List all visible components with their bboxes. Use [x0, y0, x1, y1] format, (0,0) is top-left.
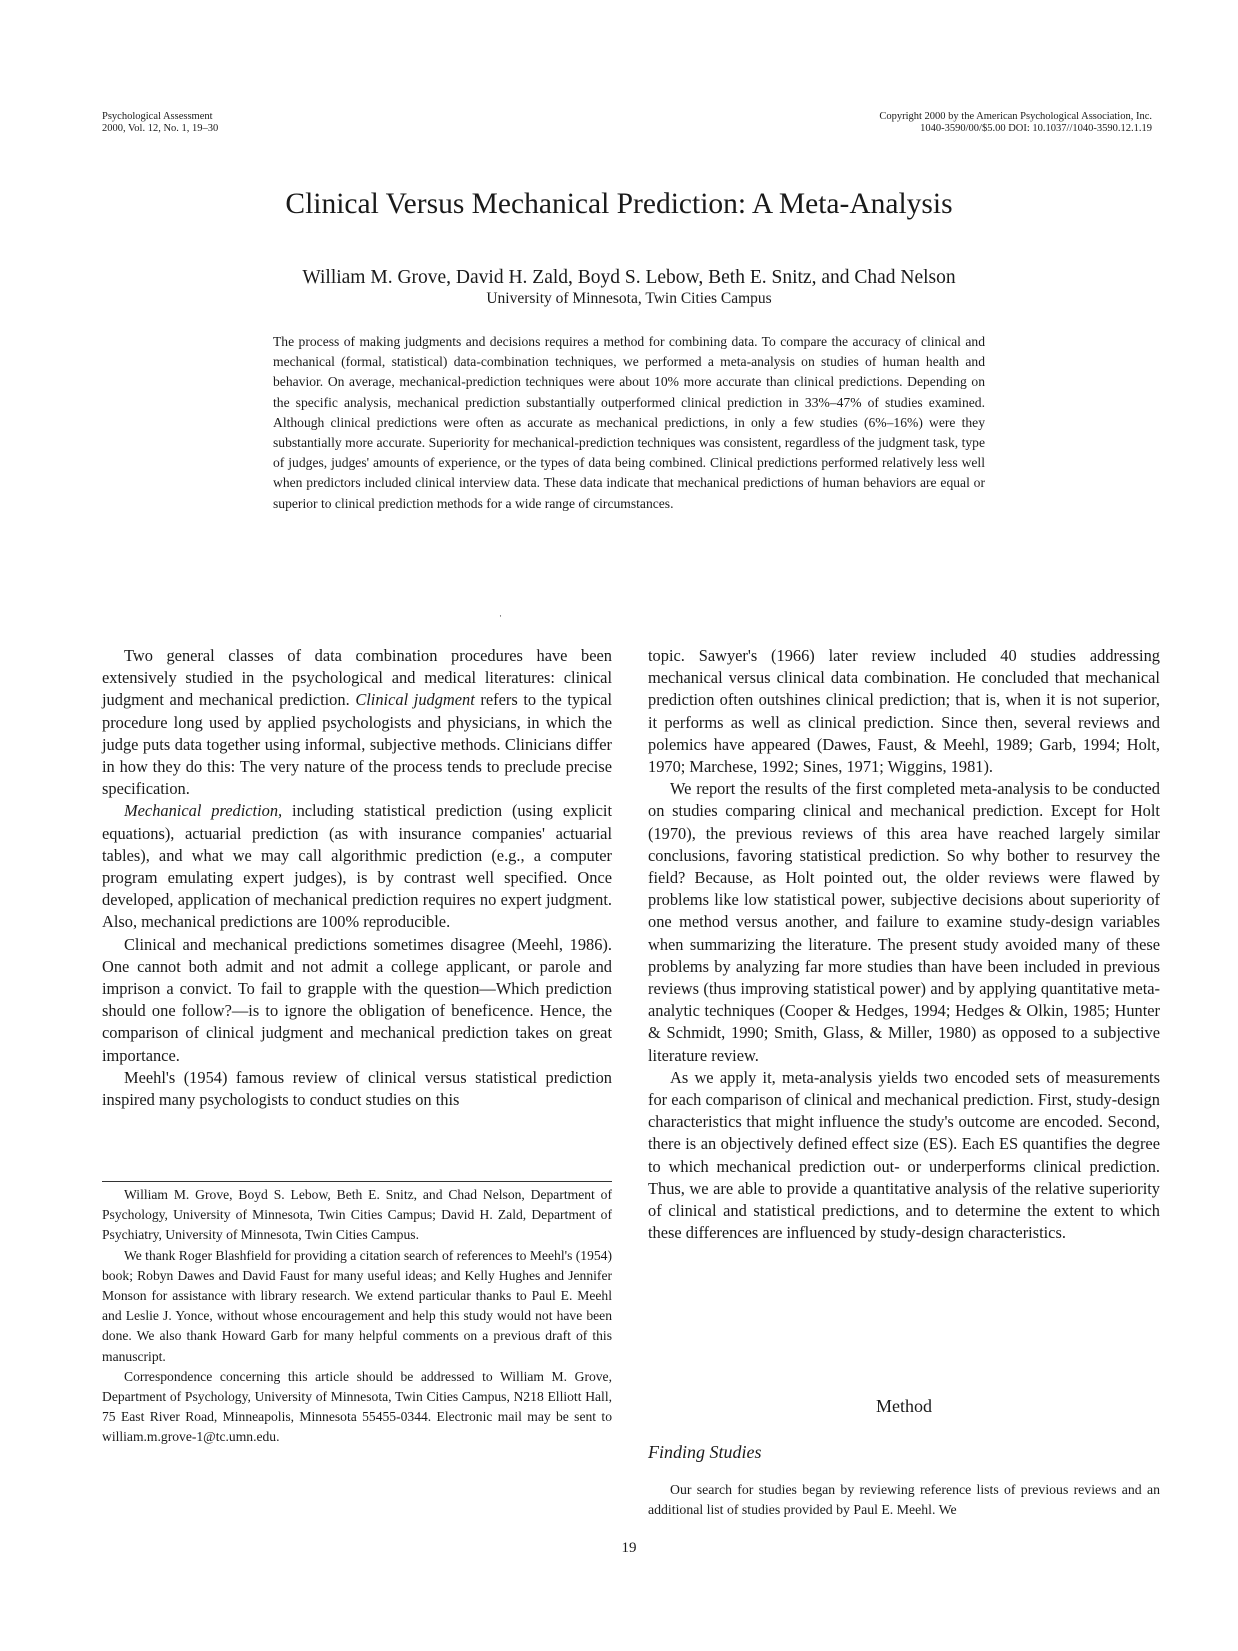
page-number: 19: [621, 1540, 637, 1556]
defined-term: Clinical judgment: [355, 690, 475, 710]
method-paragraph: Our search for studies began by reviewing reference lists of previous reviews and an additional list of studies provided by Paul E. Meehl. We: [648, 1482, 1160, 1518]
footnote-rule: [102, 1181, 612, 1182]
abstract: The process of making judgments and decisions requires a method for combining data. To compare the accuracy of clinical and mechanical (formal, statistical) data-combination techniques, we performed a meta-analysis on studies of human health and behavior. On average, mechanical-prediction techniques were about 10% more accurate than clinical predictions. Depending on the specific analysis, mechanical prediction substantially outperformed clinical prediction in 33%–47% of studies examined. Although clinical predictions were often as accurate as mechanical predictions, in only a few studies (6%–16%) were they substantially more accurate. Superiority for mechanical-prediction techniques was consistent, regardless of the judgment task, type of judges, judges' amounts of experience, or the types of data being combined. Clinical predictions performed relatively less well when predictors included clinical interview data. These data indicate that mechanical predictions of human behaviors are equal or superior to clinical prediction methods for a wide range of circumstances.: [273, 334, 985, 511]
defined-term: Mechanical prediction,: [124, 801, 283, 821]
journal-name: Psychological Assessment: [102, 111, 213, 122]
body-paragraph: topic. Sawyer's (1966) later review included 40 studies addressing mechanical versus clinical data combination. He concluded that mechanical prediction often outshines clinical prediction; that is, when it is not superior, it performs as well as clinical prediction. Since then, several reviews and polemics have appeared (Dawes, Faust, & Meehl, 1989; Garb, 1994; Holt, 1970; Marchese, 1992; Sines, 1971; Wiggins, 1981).: [648, 646, 1160, 777]
copyright-line: Copyright 2000 by the American Psychological Association, Inc.: [879, 111, 1152, 122]
article-title: Clinical Versus Mechanical Prediction: A Meta-Analysis: [285, 188, 953, 220]
section-heading-method: Method: [876, 1396, 932, 1416]
footnote-correspondence: Correspondence concerning this article should be addressed to William M. Grove, Department of Psychology, University of Minnesota, Twin Cities Campus, N218 Elliott Hall, 75 East River Road, Minneapolis, Minnesota 55455-0344. Electronic mail may be sent to william.m.grove-1@tc.umn.edu.: [102, 1368, 612, 1445]
author-footnotes: [102, 1185, 612, 1448]
body-paragraph: We report the results of the first completed meta-analysis to be conducted on studies comparing clinical and mechanical prediction. Except for Holt (1970), the previous reviews of this area have reached largely similar conclusions, favoring statistical prediction. So why bother to resurvey the field? Because, as Holt pointed out, the older reviews were flawed by problems like low statistical power, subjective decisions about superiority of one method versus another, and failure to examine study-design variables when summarizing the literature. The present study avoided many of these problems by analyzing far more studies than have been included in previous reviews (thus improving statistical power) and by applying quantitative meta-analytic techniques (Cooper & Hedges, 1994; Hedges & Olkin, 1985; Hunter & Schmidt, 1990; Smith, Glass, & Miller, 1980) as opposed to a subjective literature review.: [648, 779, 1160, 1065]
body-paragraph: Meehl's (1954) famous review of clinical versus statistical prediction inspired many psychologists to conduct studies on this: [102, 1067, 612, 1110]
journal-volume: 2000, Vol. 12, No. 1, 19–30: [102, 123, 219, 134]
paragraph-text: refers to the typical procedure long used by applied psychologists and physicians, in which the judge puts data together using informal, subjective methods. Clinicians differ in how they do this: The very nature of the process tends to preclude precise specification.: [102, 690, 612, 799]
subsection-heading: Finding Studies: [648, 1442, 762, 1462]
separator-dot: ·: [499, 611, 502, 621]
journal-header: [102, 111, 218, 135]
body-paragraph: As we apply it, meta-analysis yields two encoded sets of measurements for each comparison of clinical and mechanical prediction. First, study-design characteristics that might influence the study's outcome are encoded. Second, there is an objectively defined effect size (ES). Each ES quantifies the degree to which mechanical prediction out- or underperforms clinical prediction. Thus, we are able to provide a quantitative analysis of the relative superiority of clinical and statistical predictions, and to determine the extent to which these differences are influenced by study-design characteristics.: [648, 1067, 1160, 1243]
right-column: [648, 645, 1160, 1244]
paragraph-text: Two general classes of data combination procedures have been extensively studied in the psychological and medical literatures: clinical judgment and mechanical prediction.: [102, 646, 612, 710]
footnote-acknowledgments: We thank Roger Blashfield for providing a citation search of references to Meehl's (1954) book; Robyn Dawes and David Faust for many useful ideas; and Kelly Hughes and Jennifer Monson for assistance with library research. We extend particular thanks to Paul E. Meehl and Leslie J. Yonce, without whose encouragement and help this study would not have been done. We also thank Howard Garb for many helpful comments on a previous draft of this manuscript.: [102, 1247, 612, 1364]
footnote-affiliations: William M. Grove, Boyd S. Lebow, Beth E. Snitz, and Chad Nelson, Department of Psychology, University of Minnesota, Twin Cities Campus; David H. Zald, Department of Psychiatry, University of Minnesota, Twin Cities Campus.: [102, 1187, 612, 1243]
left-column: [102, 645, 612, 1111]
author-list: William M. Grove, David H. Zald, Boyd S. Lebow, Beth E. Snitz, and Chad Nelson: [302, 267, 956, 288]
body-paragraph: [102, 645, 612, 800]
body-paragraph: [102, 800, 612, 933]
paragraph-text: including statistical prediction (using explicit equations), actuarial prediction (as with insurance companies' actuarial tables), and what we may call algorithmic prediction (e.g., a computer program emulating expert judges), is by contrast well specified. Once developed, application of mechanical prediction requires no expert judgment. Also, mechanical predictions are 100% reproducible.: [102, 801, 612, 932]
author-affiliation: University of Minnesota, Twin Cities Campus: [486, 290, 772, 307]
body-paragraph: Clinical and mechanical predictions sometimes disagree (Meehl, 1986). One cannot both admit and not admit a college applicant, or parole and imprison a convict. To fail to grapple with the question—Which prediction should one follow?—is to ignore the obligation of beneficence. Hence, the comparison of clinical judgment and mechanical prediction takes on great importance.: [102, 934, 612, 1065]
doi-line: 1040-3590/00/$5.00 DOI: 10.1037//1040-3590.12.1.19: [920, 123, 1152, 134]
copyright-header: [879, 111, 1152, 135]
